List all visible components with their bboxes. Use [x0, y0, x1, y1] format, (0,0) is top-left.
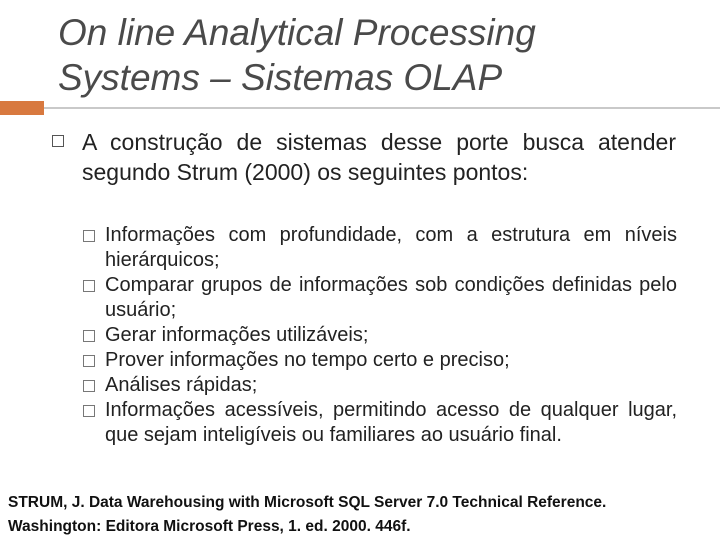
checkbox-bullet-icon — [83, 405, 95, 417]
checkbox-bullet-icon — [83, 280, 95, 292]
checkbox-bullet-icon — [83, 380, 95, 392]
sub-bullet-item — [83, 398, 677, 448]
reference-line-1: STRUM, J. Data Warehousing with Microsoft SQL Server 7.0 Technical Reference. — [8, 494, 607, 511]
reference-line-2: Washington: Editora Microsoft Press, 1. ed. 2000. 446f. — [8, 518, 411, 535]
sub-bullet-text: Análises rápidas; — [105, 374, 258, 396]
checkbox-bullet-icon — [83, 330, 95, 342]
square-bullet-icon — [52, 135, 64, 147]
main-bullet-text: A construção de sistemas desse porte busca atender segundo Strum (2000) os seguintes pontos: — [82, 129, 676, 185]
sub-bullet-item — [83, 348, 677, 373]
title-accent-bar — [0, 101, 44, 115]
reference-citation — [8, 491, 720, 539]
sub-bullet-item — [83, 223, 677, 273]
sub-bullet-text: Prover informações no tempo certo e preciso; — [105, 349, 510, 371]
sub-bullet-text: Informações com profundidade, com a estrutura em níveis hierárquicos; — [105, 224, 677, 271]
slide-title — [58, 10, 698, 100]
sub-bullet-item — [83, 323, 677, 348]
checkbox-bullet-icon — [83, 355, 95, 367]
sub-bullet-list — [83, 223, 677, 448]
sub-bullet-text: Comparar grupos de informações sob condições definidas pelo usuário; — [105, 274, 677, 321]
sub-bullet-text: Gerar informações utilizáveis; — [105, 324, 369, 346]
slide-title-line-2: Systems – Sistemas OLAP — [58, 57, 503, 98]
slide-title-line-1: On line Analytical Processing — [58, 12, 536, 53]
sub-bullet-item — [83, 373, 677, 398]
sub-bullet-text: Informações acessíveis, permitindo acesso de qualquer lugar, que sejam inteligíveis ou familiares ao usuário final. — [105, 399, 677, 446]
sub-bullet-item — [83, 273, 677, 323]
title-divider — [44, 107, 720, 109]
checkbox-bullet-icon — [83, 230, 95, 242]
